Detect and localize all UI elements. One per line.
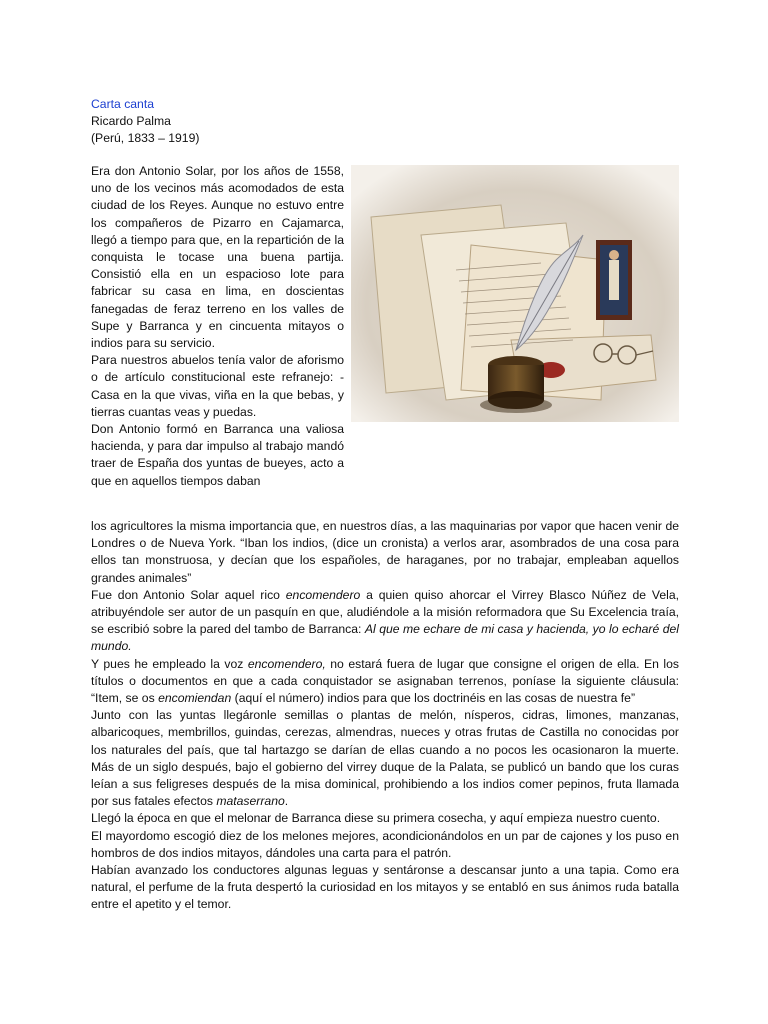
text-run: a quien quiso ahorcar el Virrey Blasco Núñez de Vela, atribuyéndole ser autor de un pasquín en que, aludiéndole a la misión reformadora que Su Excelencia traía, se escribió sobre la pared del tambo de Barranca:: [91, 587, 679, 637]
paragraph: [91, 707, 679, 810]
italic-run: encomendero: [285, 587, 361, 602]
text-run: Junto con las yuntas llegáronle semillas o plantas de melón, nísperos, cidras, limones, manzanas, albaricoques, membrillos, guindas, cerezas, almendras, nueces y otras frutas de Castilla no conocidas por los naturales del país, que tal hartazgo se darían de ellas cuando a no pocos les ocasionaron la muerte. Más de un siglo después, bajo el gobierno del virrey duque de la Palata, se publicó un bando que los curas leían a sus feligreses después de la misa dominical, prohibiendo a los indios comer pepinos, fruta llamada por sus fatales efectos: [91, 708, 679, 809]
document-title: Carta canta: [91, 97, 155, 111]
text-run: no estará fuera de lugar que consigne el origen de ella. En los títulos o documentos en que a cada conquistador se asignaban terrenos, poníase la siguiente cláusula: “Item, se os: [91, 656, 679, 706]
paragraph: Llegó la época en que el melonar de Barranca diese su primera cosecha, y aquí empieza nuestro cuento.: [91, 811, 661, 826]
italic-run: encomiendan: [158, 691, 232, 706]
paragraph: [91, 587, 679, 656]
paragraph: Para nuestros abuelos tenía valor de aforismo o de artículo constitucional este refranejo: - Casa en la que vivas, viña en la que bebas, y tierras cuantas veas y puedas.: [91, 353, 344, 419]
italic-run: mataserrano: [216, 794, 285, 809]
left-column-text: [91, 163, 344, 490]
author-name: Ricardo Palma: [91, 114, 171, 128]
paragraph: El mayordomo escogió diez de los melones mejores, acondicionándolos en un par de cajones y los puso en hombros de dos indios mitayos, dándoles una carta para el patrón.: [91, 828, 679, 860]
main-body-text: [91, 518, 679, 914]
text-run: Fue don Antonio Solar aquel rico: [91, 587, 286, 602]
quill-and-letters-illustration: [351, 165, 679, 422]
author-years: (Perú, 1833 – 1919): [91, 131, 200, 145]
italic-run: encomendero,: [247, 656, 326, 671]
text-run: .: [284, 794, 289, 809]
paragraph: [91, 656, 679, 708]
text-run: Y pues he empleado la voz: [91, 656, 248, 671]
paragraph: Don Antonio formó en Barranca una valiosa hacienda, y para dar impulso al trabajo mandó traer de España dos yuntas de bueyes, acto a que en aquellos tiempos daban: [91, 422, 344, 488]
paragraph: los agricultores la misma importancia que, en nuestros días, a las maquinarias por vapor que hacen venir de Londres o de Nueva York. “Iban los indios, (dice un cronista) a verlos arar, asombrados de una cosa para ellos tan monstruosa, y decían que los españoles, de haraganes, por no trabajar, empleaban aquellos grandes animales”: [91, 519, 679, 585]
text-run: (aquí el número) indios para que los doctrinéis en las cosas de nuestra fe”: [231, 691, 636, 706]
paragraph: Era don Antonio Solar, por los años de 1558, uno de los vecinos más acomodados de esta ciudad de los Reyes. Aunque no estuvo entre los compañeros de Pizarro en Cajamarca, llegó a tiempo para que, en la repartición de la conquista le tocase una buena partija. Consistió ella en un espacioso lote para fabricar su casa en lima, en doscientas fanegadas de feraz terreno en los valles de Supe y Barranca y en cincuenta mitayos o indios para su servicio.: [91, 164, 344, 351]
italic-run: Al que me echare de mi casa y hacienda, yo lo echaré del mundo.: [91, 622, 679, 654]
paragraph: Habían avanzado los conductores algunas leguas y sentáronse a descansar junto a una tapia. Como era natural, el perfume de la fruta despertó la curiosidad en los mitayos y se entabló en sus ánimos ruda batalla entre el apetito y el temor.: [91, 863, 679, 912]
